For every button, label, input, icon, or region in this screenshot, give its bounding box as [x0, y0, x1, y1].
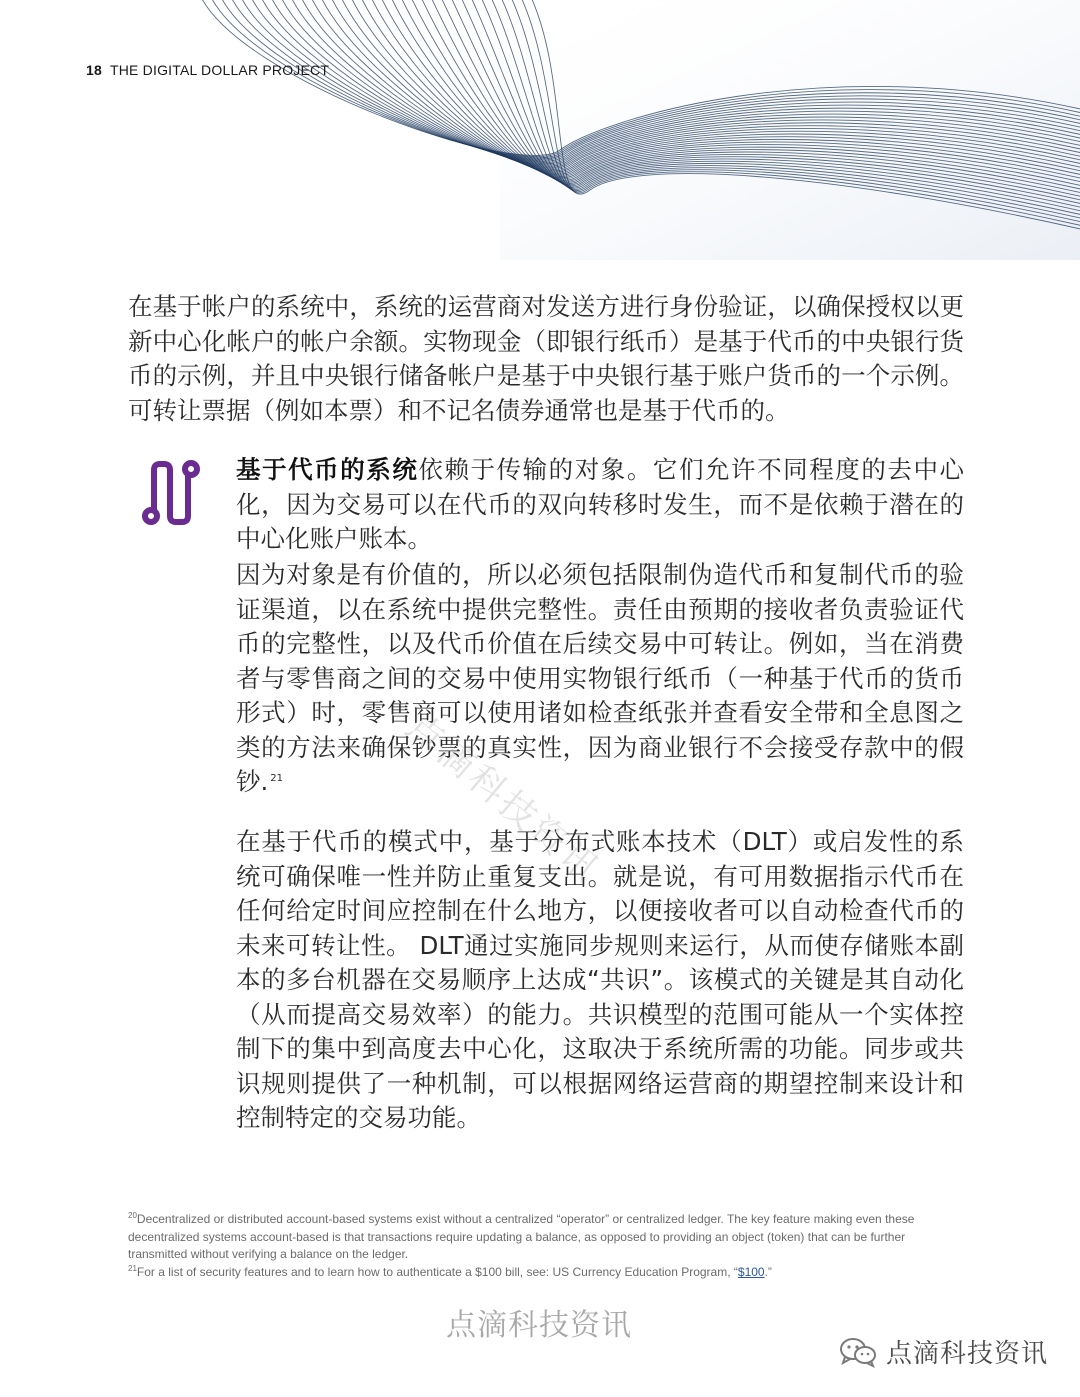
footnote-21-mark: 21 [128, 1263, 137, 1273]
account-name: 点滴科技资讯 [886, 1339, 1049, 1369]
footnote-21-end: .” [764, 1264, 772, 1279]
diagonal-watermark: 点滴科技资讯 [398, 706, 609, 892]
publication-title: THE DIGITAL DOLLAR PROJECT [109, 62, 330, 78]
footnote-20 [128, 1211, 928, 1264]
footnote-20-mark: 20 [128, 1211, 137, 1220]
wechat-account-badge [838, 1333, 1048, 1370]
footnote-21 [128, 1264, 928, 1282]
token-transfer-icon [138, 458, 204, 528]
paragraph-token-based-system [236, 453, 964, 557]
header-wave-graphic [0, 0, 1080, 260]
footnote-20-text: Decentralized or distributed account-based systems exist without a centralized “operator” or centralized ledger. The key feature making even these decentralized systems account-based is that transactions require updating a balance, as opposed to providing an object (token) that can be further transmitted without verifying a balance on the ledger. [128, 1212, 915, 1261]
page-number: 18 [86, 62, 102, 78]
footnote-21-text: For a list of security features and to learn how to authenticate a $100 bill, see: US Currency Education Program, “ [136, 1264, 738, 1279]
token-integrity-text: 因为对象是有价值的，所以必须包括限制伪造代币和复制代币的验证渠道，以在系统中提供完整性。责任由预期的接收者负责验证代币的完整性，以及代币价值在后续交易中可转让。例如，当在消费者与零售商之间的交易中使用实物银行纸币（一种基于代币的货币形式）时，零售商可以使用诸如检查纸张并查看安全带和全息图之类的方法来确保钞票的真实性，因为商业银行不会接受存款中的假钞. [236, 560, 964, 796]
footnote-21-link[interactable]: $100 [737, 1264, 765, 1279]
paragraph-dlt-consensus: 在基于代币的模式中，基于分布式账本技术（DLT）或启发性的系统可确保唯一性并防止重复支出。就是说，有可用数据指示代币在任何给定时间应控制在什么地方，以便接收者可以自动检查代币的未来可转让性。 DLT通过实施同步规则来运行，从而使存储账本副本的多台机器在交易顺序上达成“共识”。该模式的关键是其自动化（从而提高交易效率）的能力。共识模型的范围可能从一个实体控制下的集中到高度去中心化，这取决于系统所需的功能。同步或共识规则提供了一种机制，可以根据网络运营商的期望控制来设计和控制特定的交易功能。 [236, 827, 964, 1132]
paragraph-account-based: 在基于帐户的系统中，系统的运营商对发送方进行身份验证，以确保授权以更新中心化帐户的帐户余额。实物现金（即银行纸币）是基于代币的中央银行货币的示例，并且中央银行储备帐户是基于中央银行基于账户货币的一个示例。可转让票据（例如本票）和不记名债券通常也是基于代币的。 [128, 292, 964, 425]
footnotes [128, 1211, 928, 1281]
footnote-ref-21[interactable]: 21 [270, 772, 284, 784]
wechat-icon [838, 1336, 878, 1368]
page-header [86, 62, 329, 78]
token-system-description: 依赖于传输的对象。它们允许不同程度的去中心化，因为交易可以在代币的双向转移时发生，而不是依赖于潜在的中心化账户账本。 [236, 455, 964, 553]
paragraph-token-integrity [236, 558, 964, 800]
token-system-term: 基于代币的系统 [236, 455, 419, 484]
center-watermark: 点滴科技资讯 [446, 1308, 632, 1343]
